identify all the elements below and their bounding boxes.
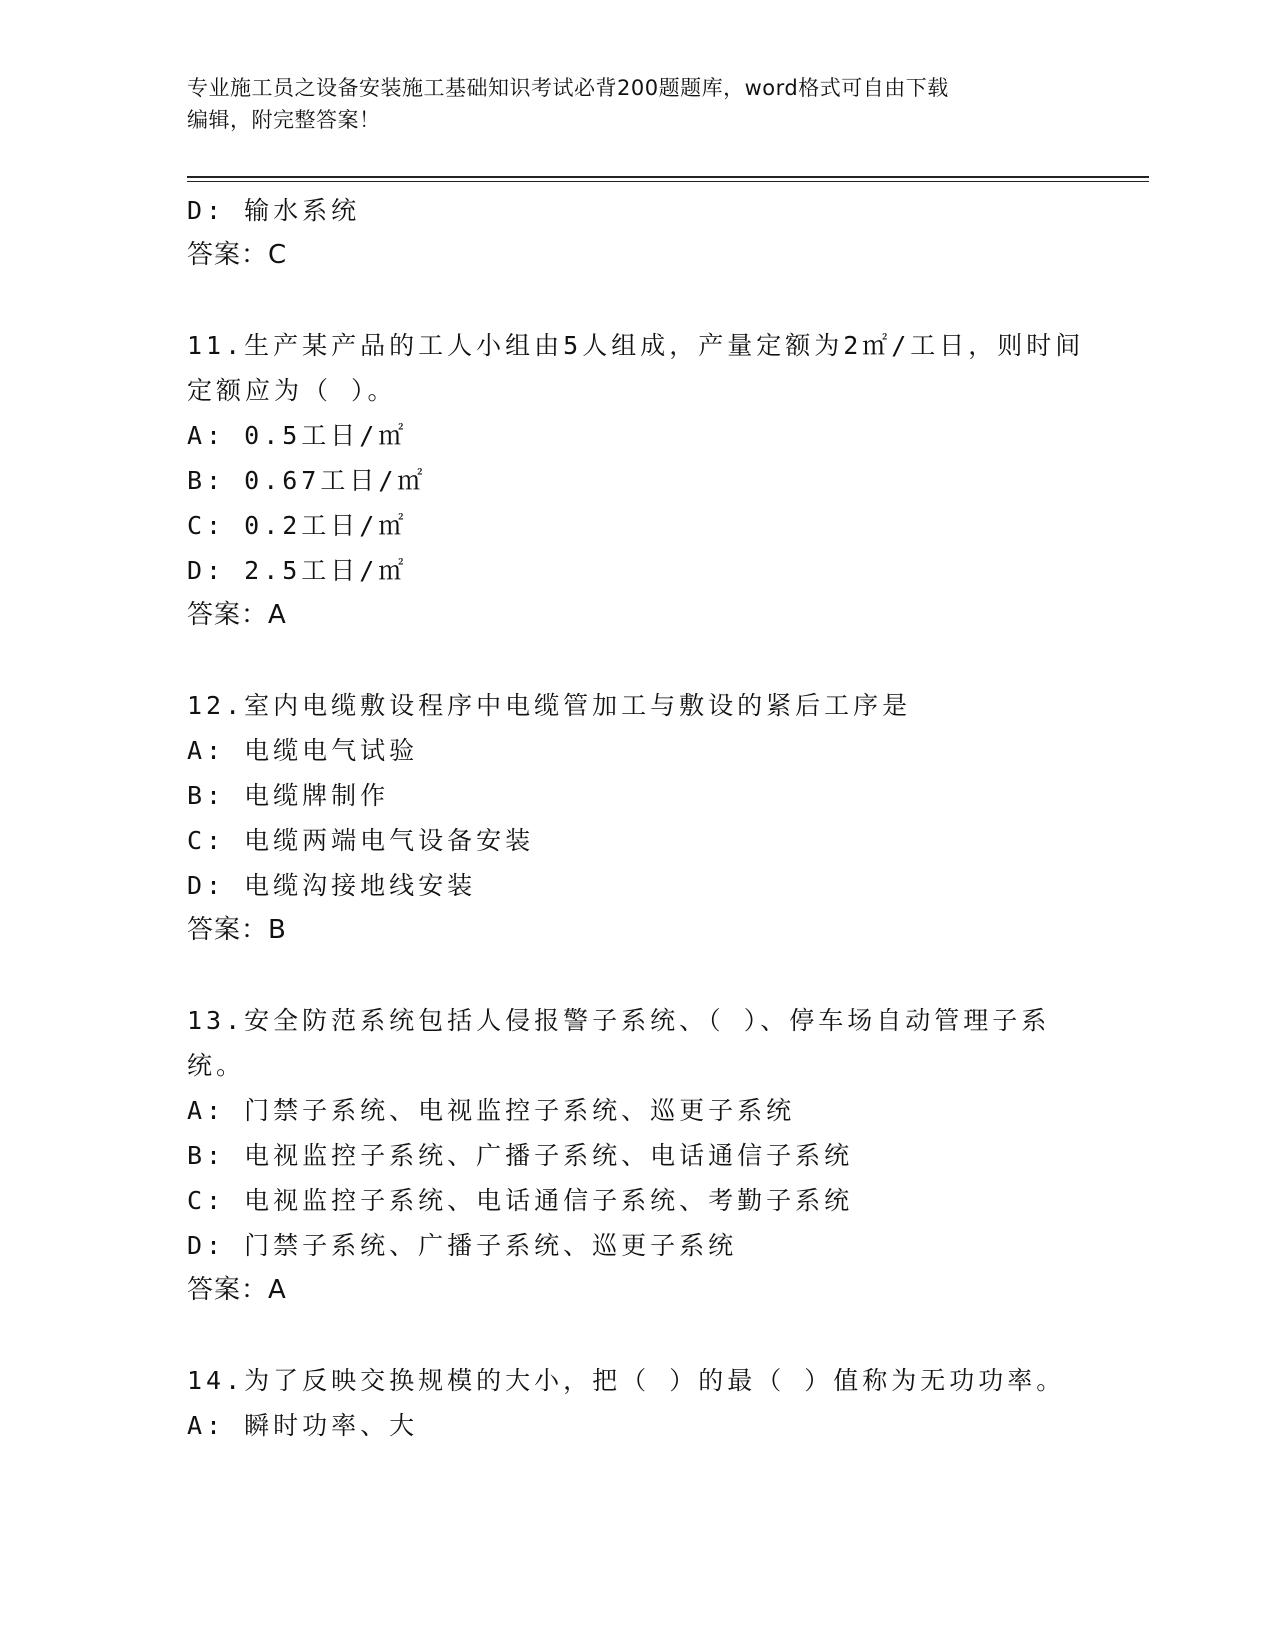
question-12-answer: 答案：B xyxy=(187,915,287,945)
question-list xyxy=(187,188,1087,1448)
question-11-option-c: C: 0.2工日/㎡ xyxy=(187,511,408,540)
question-11-option-b: B: 0.67工日/㎡ xyxy=(187,466,427,495)
question-13-answer: 答案：A xyxy=(187,1275,287,1305)
question-14-option-a: A: 瞬时功率、大 xyxy=(187,1411,419,1440)
spacer xyxy=(187,1313,1087,1358)
question-14-stem-line-1: 14.为了反映交换规模的大小，把（ ）的最（ ）值称为无功功率。 xyxy=(187,1366,1066,1395)
question-11-answer: 答案：A xyxy=(187,600,287,630)
header-title-line-1: 专业施工员之设备安装施工基础知识考试必背200题题库，word格式可自由下载 xyxy=(187,76,949,100)
question-12-stem-line-1: 12.室内电缆敷设程序中电缆管加工与敷设的紧后工序是 xyxy=(187,691,912,720)
prev-option-d: D: 输水系统 xyxy=(187,196,361,225)
question-13-stem-line-2: 统。 xyxy=(187,1051,246,1080)
question-11 xyxy=(187,323,1087,638)
question-12-option-b: B: 电缆牌制作 xyxy=(187,781,390,810)
prev-answer: 答案：C xyxy=(187,240,288,270)
header-title-line-2: 编辑，附完整答案！ xyxy=(187,108,381,132)
question-13-option-b: B: 电视监控子系统、广播子系统、电话通信子系统 xyxy=(187,1141,854,1170)
question-13-stem-line-1: 13.安全防范系统包括人侵报警子系统、（ ）、停车场自动管理子系 xyxy=(187,1006,1051,1035)
question-11-option-a: A: 0.5工日/㎡ xyxy=(187,421,408,450)
question-13-option-c: C: 电视监控子系统、电话通信子系统、考勤子系统 xyxy=(187,1186,854,1215)
question-13 xyxy=(187,998,1087,1313)
question-14 xyxy=(187,1358,1087,1448)
question-13-option-a: A: 门禁子系统、电视监控子系统、巡更子系统 xyxy=(187,1096,796,1125)
question-11-option-d: D: 2.5工日/㎡ xyxy=(187,556,408,585)
header-divider-thin xyxy=(187,181,1149,182)
question-12-option-a: A: 电缆电气试验 xyxy=(187,736,419,765)
question-12 xyxy=(187,683,1087,953)
spacer xyxy=(187,953,1087,998)
spacer xyxy=(187,278,1087,323)
question-11-stem-line-2: 定额应为（ ）。 xyxy=(187,376,397,405)
spacer xyxy=(187,638,1087,683)
question-13-option-d: D: 门禁子系统、广播子系统、巡更子系统 xyxy=(187,1231,738,1260)
question-12-option-d: D: 电缆沟接地线安装 xyxy=(187,871,477,900)
question-11-stem-line-1: 11.生产某产品的工人小组由5人组成，产量定额为2㎡/工日，则时间 xyxy=(187,331,1085,360)
header-divider-thick xyxy=(187,176,1149,178)
document-header xyxy=(187,72,1067,136)
question-12-option-c: C: 电缆两端电气设备安装 xyxy=(187,826,535,855)
